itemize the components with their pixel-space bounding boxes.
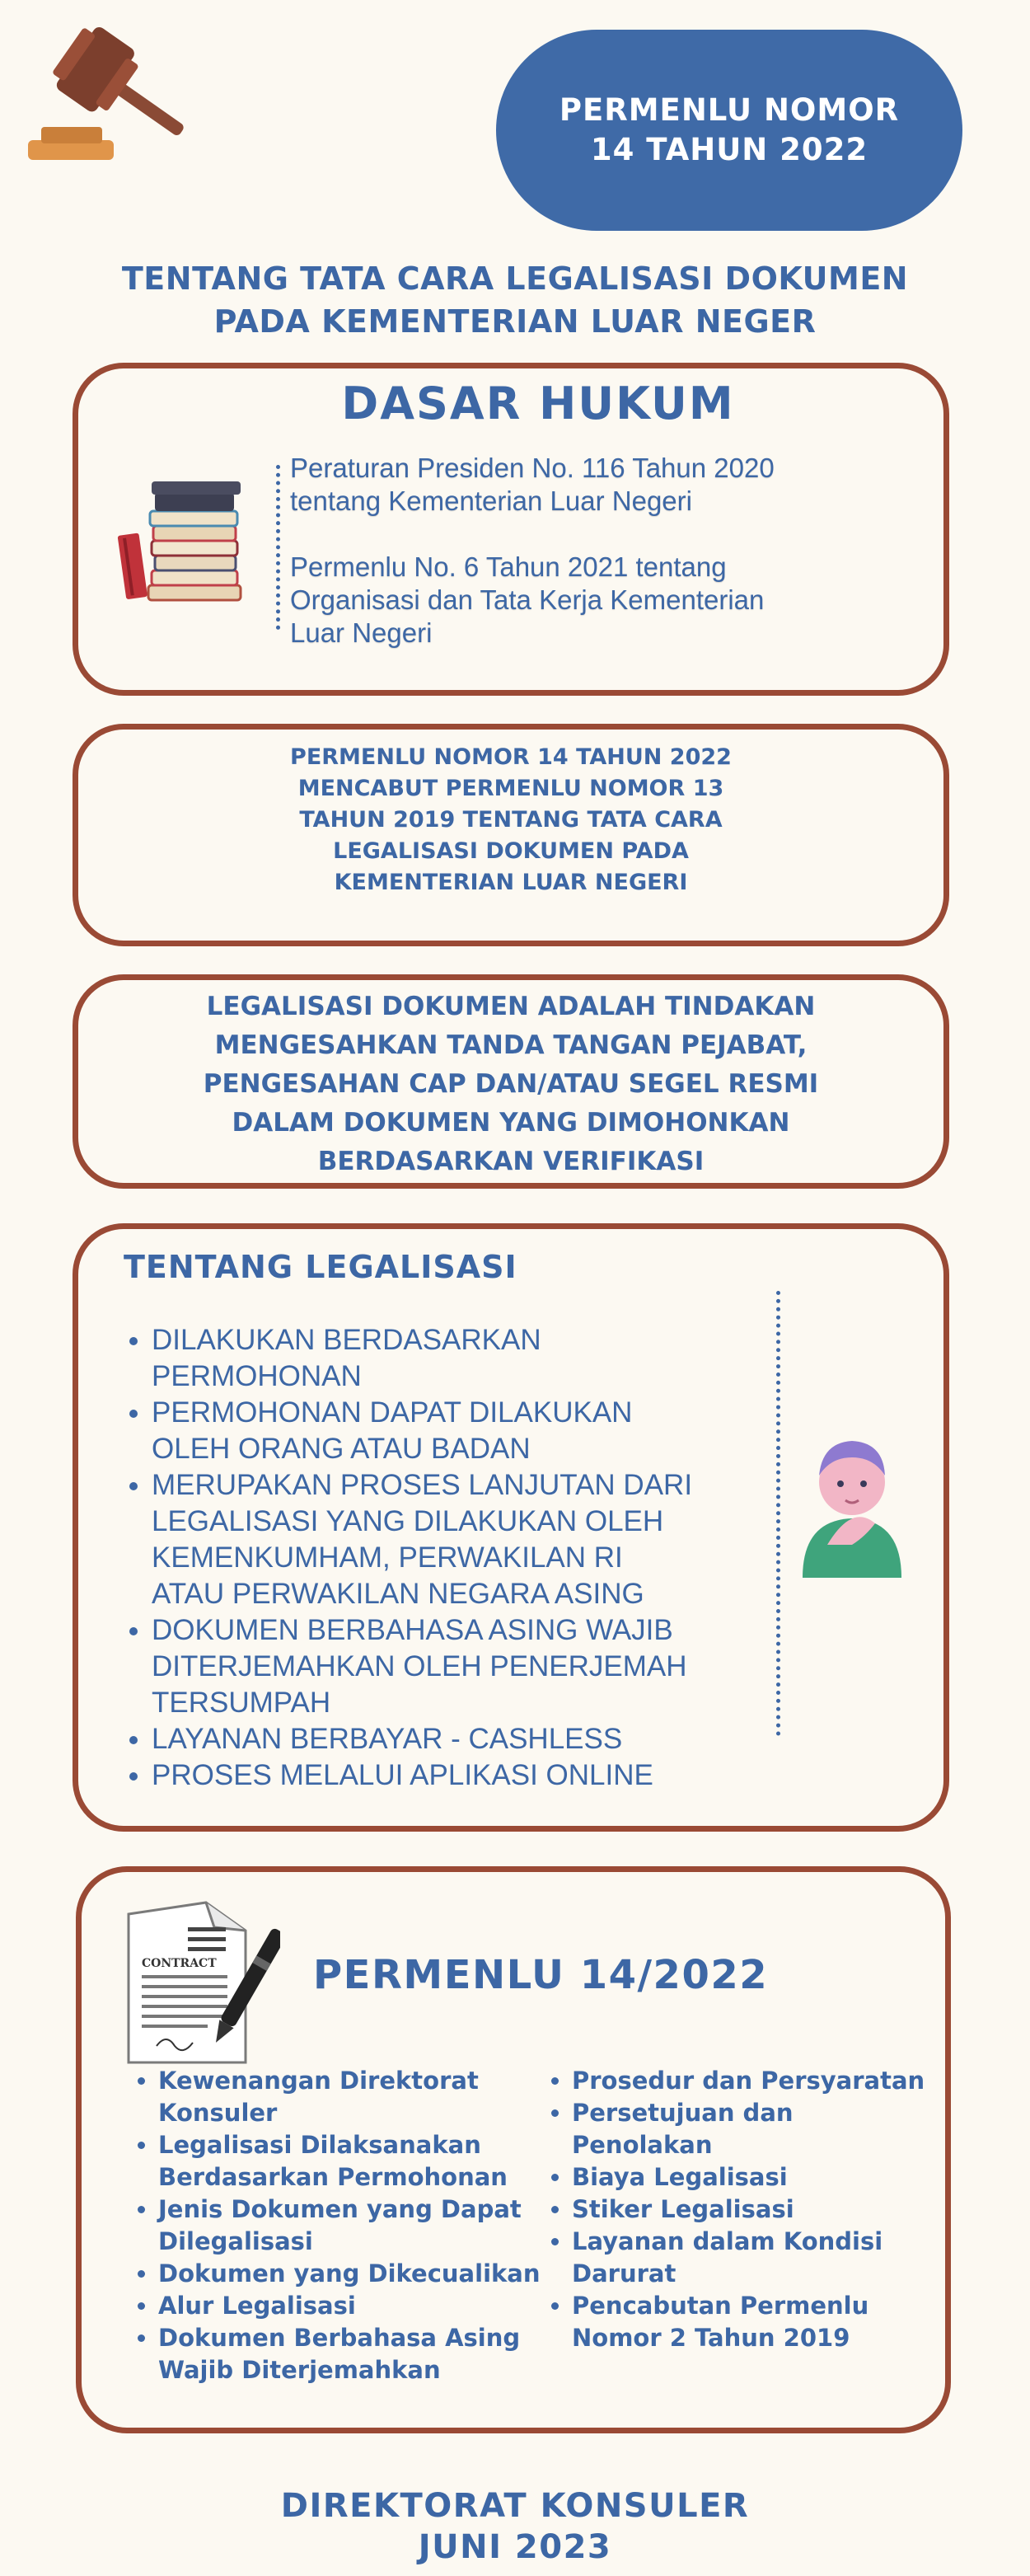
- gavel-icon: [23, 25, 188, 173]
- dasar-hukum-item-1: Peraturan Presiden No. 116 Tahun 2020 tentang Kementerian Luar Negeri: [290, 453, 775, 516]
- footer: [82, 2485, 948, 2568]
- footer-line-1: DIREKTORAT KONSULER: [280, 2487, 750, 2525]
- list-item: • Legalisasi Dilaksanakan Berdasarkan Permohonan: [158, 2129, 570, 2194]
- thinking-person-icon: [794, 1421, 910, 1578]
- dasar-hukum-divider: [276, 465, 280, 630]
- list-item: • Dokumen Berbahasa Asing Wajib Diterjemahkan: [158, 2322, 570, 2386]
- list-item: • Alur Legalisasi: [158, 2290, 570, 2322]
- title-pill: [496, 30, 962, 231]
- title-line-1: PERMENLU NOMOR: [559, 92, 900, 128]
- tentang-legalisasi-title: TENTANG LEGALISASI: [124, 1249, 517, 1285]
- list-item: • Prosedur dan Persyaratan: [572, 2065, 959, 2097]
- list-item: • MERUPAKAN PROSES LANJUTAN DARI LEGALISASI YANG DILAKUKAN OLEH KEMENKUMHAM, PERWAKILAN RI ATAU PERWAKILAN NEGARA ASING: [152, 1467, 778, 1612]
- mencabut-text: PERMENLU NOMOR 14 TAHUN 2022 MENCABUT PERMENLU NOMOR 13 TAHUN 2019 TENTANG TATA CARA LEGALISASI DOKUMEN PADA KEMENTERIAN LUAR NEGERI: [290, 744, 732, 895]
- list-item: • Biaya Legalisasi: [572, 2161, 959, 2194]
- list-item: • Layanan dalam Kondisi Darurat: [572, 2226, 959, 2290]
- list-item: • Stiker Legalisasi: [572, 2194, 959, 2226]
- list-item: • Dokumen yang Dikecualikan: [158, 2258, 570, 2290]
- subtitle: [25, 257, 1005, 343]
- definisi-text: LEGALISASI DOKUMEN ADALAH TINDAKAN MENGESAHKAN TANDA TANGAN PEJABAT, PENGESAHAN CAP DAN/ATAU SEGEL RESMI DALAM DOKUMEN YANG DIMOHONKAN BERDASARKAN VERIFIKASI: [203, 992, 819, 1176]
- dasar-hukum-title: DASAR HUKUM: [341, 378, 735, 429]
- list-item: • Kewenangan Direktorat Konsuler: [158, 2065, 570, 2129]
- permenlu-right-list: [545, 2065, 959, 2354]
- books-icon: [115, 476, 247, 608]
- title-line-2: 14 TAHUN 2022: [590, 132, 868, 167]
- subtitle-line-1: TENTANG TATA CARA LEGALISASI DOKUMEN: [121, 260, 909, 297]
- contract-label: CONTRACT: [142, 1957, 217, 1970]
- list-item: • Pencabutan Permenlu Nomor 2 Tahun 2019: [572, 2290, 959, 2354]
- list-item: • LAYANAN BERBAYAR - CASHLESS: [152, 1721, 778, 1757]
- dasar-hukum-item-2: Permenlu No. 6 Tahun 2021 tentang Organisasi dan Tata Kerja Kementerian Luar Negeri: [290, 551, 765, 648]
- subtitle-line-2: PADA KEMENTERIAN LUAR NEGER: [213, 303, 817, 340]
- list-item: • DILAKUKAN BERDASARKAN PERMOHONAN: [152, 1322, 778, 1395]
- list-item: • DOKUMEN BERBAHASA ASING WAJIB DITERJEMAHKAN OLEH PENERJEMAH TERSUMPAH: [152, 1612, 778, 1721]
- list-item: • Persetujuan dan Penolakan: [572, 2097, 959, 2161]
- contract-icon: [124, 1898, 280, 2071]
- tentang-legalisasi-divider: [776, 1291, 780, 1736]
- footer-line-2: JUNI 2023: [418, 2528, 612, 2566]
- list-item: • PERMOHONAN DAPAT DILAKUKAN OLEH ORANG ATAU BADAN: [152, 1395, 778, 1467]
- tentang-legalisasi-list: [115, 1322, 778, 1794]
- list-item: • Jenis Dokumen yang Dapat Dilegalisasi: [158, 2194, 570, 2258]
- permenlu-title: PERMENLU 14/2022: [313, 1952, 769, 1998]
- list-item: • PROSES MELALUI APLIKASI ONLINE: [152, 1757, 778, 1794]
- permenlu-left-list: [132, 2065, 570, 2386]
